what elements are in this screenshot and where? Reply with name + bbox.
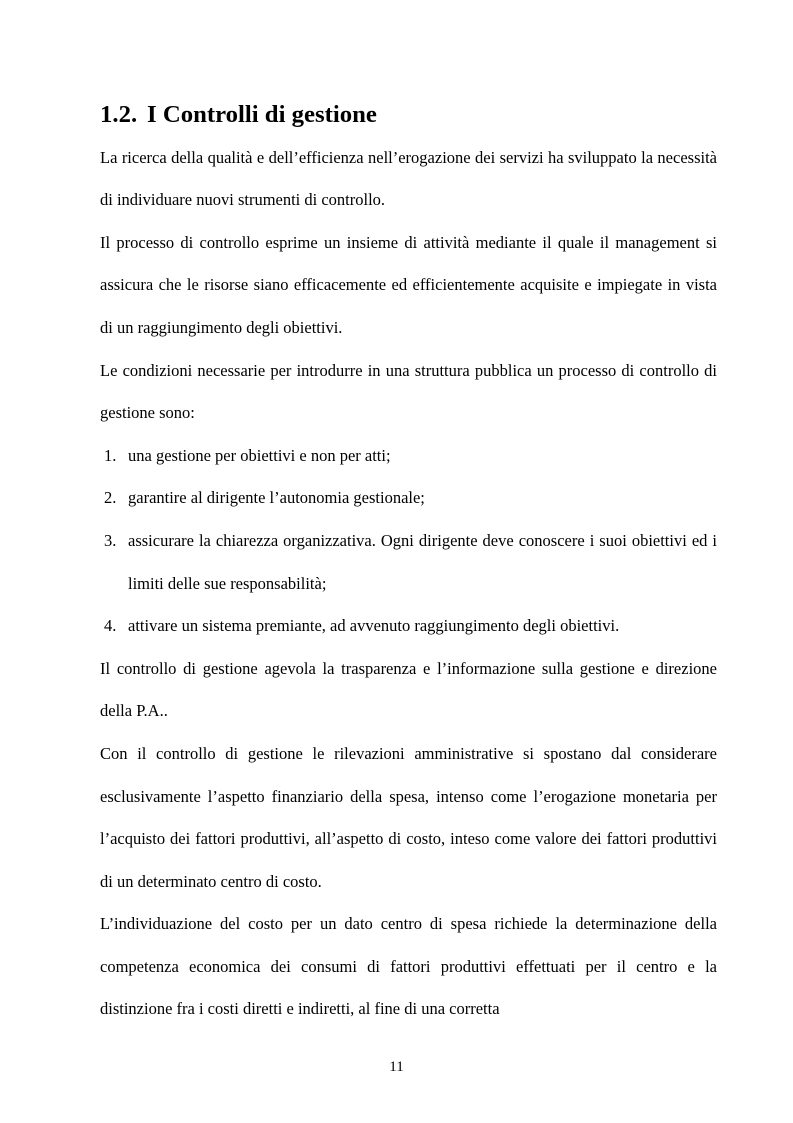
conditions-list bbox=[100, 435, 717, 648]
list-item-text: attivare un sistema premiante, ad avvenuto raggiungimento degli obiettivi. bbox=[128, 616, 620, 636]
list-item-number: 1. bbox=[104, 445, 117, 465]
section-title: I Controlli di gestione bbox=[147, 101, 377, 128]
page-number: 11 bbox=[389, 1059, 404, 1075]
list-item-number: 4. bbox=[104, 616, 117, 636]
list-item-text: una gestione per obiettivi e non per atti; bbox=[128, 445, 391, 465]
list-item bbox=[100, 520, 717, 605]
list-item bbox=[100, 605, 717, 648]
section-heading bbox=[100, 94, 717, 137]
list-item-text: garantire al dirigente l’autonomia gestionale; bbox=[128, 488, 425, 508]
list-item-number: 2. bbox=[104, 488, 117, 508]
list-item-text: assicurare la chiarezza organizzativa. Ogni dirigente deve conoscere i suoi obiettivi ed i limiti delle sue responsabilità; bbox=[128, 530, 717, 593]
paragraph-3: Le condizioni necessarie per introdurre in una struttura pubblica un processo di controllo di gestione sono: bbox=[100, 360, 717, 423]
paragraph-6: L’individuazione del costo per un dato centro di spesa richiede la determinazione della competenza economica dei consumi di fattori produttivi effettuati per il centro e la distinzione fra i costi diretti e indiretti, al fine di una corretta bbox=[100, 914, 717, 1019]
section-number: 1.2. bbox=[100, 101, 138, 128]
paragraph-5: Con il controllo di gestione le rilevazioni amministrative si spostano dal considerare esclusivamente l’aspetto finanziario della spesa, intenso come l’erogazione monetaria per l’acquisto dei fattori produttivi, all’aspetto di costo, inteso come valore dei fattori produttivi di un determinato centro di costo. bbox=[100, 743, 717, 891]
page-body bbox=[100, 94, 717, 1031]
paragraph-4: Il controllo di gestione agevola la trasparenza e l’informazione sulla gestione e direzione della P.A.. bbox=[100, 658, 717, 721]
paragraph-2: Il processo di controllo esprime un insieme di attività mediante il quale il management si assicura che le risorse siano efficacemente ed efficientemente acquisite e impiegate in vista di un raggiungimento degli obiettivi. bbox=[100, 232, 717, 337]
list-item bbox=[100, 435, 717, 478]
list-item-number: 3. bbox=[104, 530, 117, 550]
paragraph-1: La ricerca della qualità e dell’efficienza nell’erogazione dei servizi ha sviluppato la necessità di individuare nuovi strumenti di controllo. bbox=[100, 147, 717, 210]
list-item bbox=[100, 477, 717, 520]
